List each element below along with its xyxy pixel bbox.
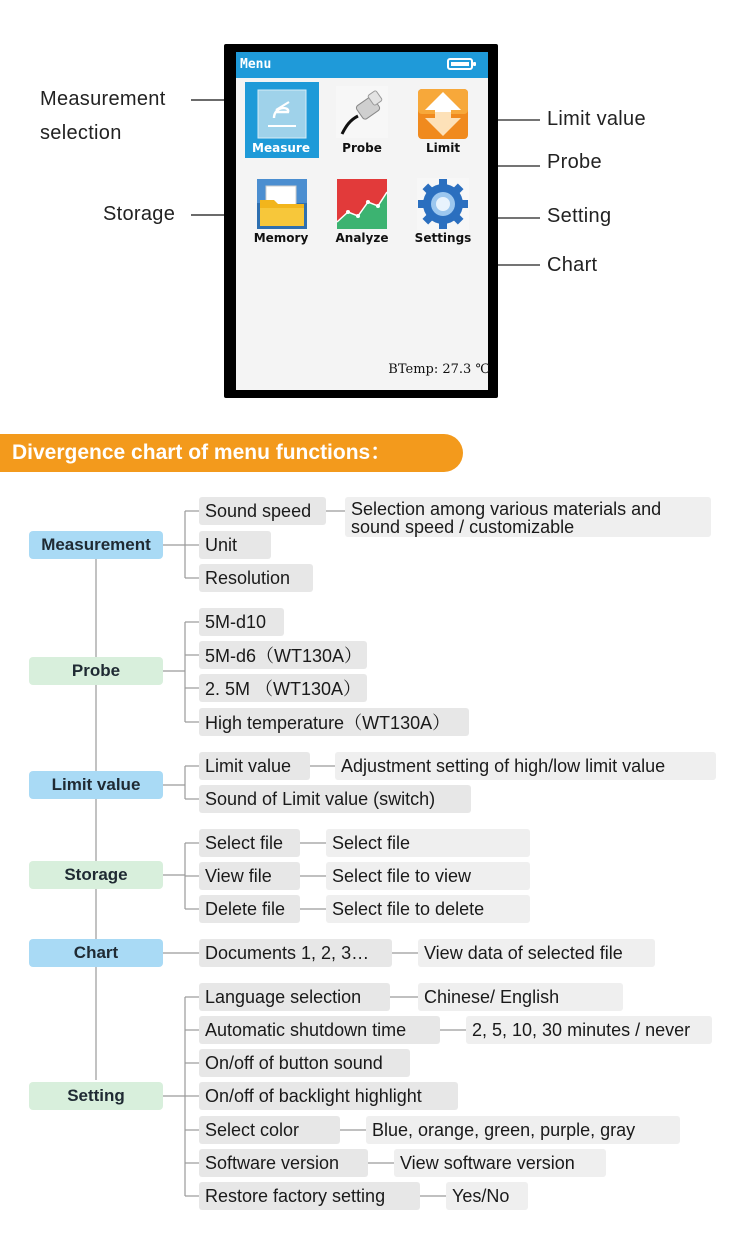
item-unit: Unit [199, 531, 271, 559]
item-select-file: Select file [199, 829, 300, 857]
detail-select-file: Select file [326, 829, 530, 857]
item-software-version: Software version [199, 1149, 368, 1177]
tile-analyze-label: Analyze [335, 231, 389, 245]
item-limit-value: Limit value [199, 752, 310, 780]
probe-icon[interactable] [336, 86, 388, 138]
category-probe: Probe [29, 657, 163, 685]
callout-measurement-line1: Measurement [40, 88, 166, 110]
item-probe-5m-d6: 5M-d6（WT130A） [199, 641, 367, 669]
detail-select-color: Blue, orange, green, purple, gray [366, 1116, 680, 1144]
item-sound-speed: Sound speed [199, 497, 326, 525]
item-select-color: Select color [199, 1116, 340, 1144]
category-chart: Chart [29, 939, 163, 967]
menu-title: Menu [240, 57, 272, 72]
chart-icon[interactable] [336, 178, 388, 230]
callout-limit-value: Limit value [547, 108, 646, 130]
detail-sound-speed-line1: Selection among various materials and [351, 498, 662, 519]
callout-chart: Chart [547, 254, 598, 276]
detail-view-file: Select file to view [326, 862, 530, 890]
tile-settings-label: Settings [414, 231, 472, 245]
item-probe-2-5m: 2. 5M （WT130A） [199, 674, 367, 702]
detail-shutdown: 2, 5, 10, 30 minutes / never [466, 1016, 712, 1044]
tile-measure-label: Measure [252, 141, 310, 155]
item-limit-sound: Sound of Limit value (switch) [199, 785, 471, 813]
item-delete-file: Delete file [199, 895, 300, 923]
item-shutdown-time: Automatic shutdown time [199, 1016, 440, 1044]
item-resolution: Resolution [199, 564, 313, 592]
detail-limit-value: Adjustment setting of high/low limit value [335, 752, 716, 780]
tile-limit-label: Limit [425, 141, 461, 155]
tile-memory-label: Memory [253, 231, 309, 245]
detail-software-version: View software version [394, 1149, 606, 1177]
btemp-status: BTemp: 27.3 ℃ [388, 362, 490, 377]
battery-icon [447, 58, 473, 70]
detail-sound-speed [345, 497, 711, 537]
callout-storage: Storage [103, 203, 176, 225]
item-backlight: On/off of backlight highlight [199, 1082, 458, 1110]
item-view-file: View file [199, 862, 300, 890]
item-restore-factory: Restore factory setting [199, 1182, 420, 1210]
callout-measurement-line2: selection [40, 122, 122, 144]
gear-icon[interactable] [417, 178, 469, 230]
category-setting: Setting [29, 1082, 163, 1110]
detail-sound-speed-line2: sound speed / customizable [351, 516, 575, 537]
detail-restore-factory: Yes/No [446, 1182, 528, 1210]
item-documents: Documents 1, 2, 3… [199, 939, 392, 967]
category-limit-value: Limit value [29, 771, 163, 799]
folder-icon[interactable] [256, 178, 308, 230]
item-button-sound: On/off of button sound [199, 1049, 410, 1077]
category-measurement: Measurement [29, 531, 163, 559]
detail-delete-file: Select file to delete [326, 895, 530, 923]
callout-setting: Setting [547, 205, 612, 227]
measure-icon [256, 88, 308, 140]
category-storage: Storage [29, 861, 163, 889]
item-probe-high-temperature: High temperature（WT130A） [199, 708, 469, 736]
item-language-selection: Language selection [199, 983, 390, 1011]
detail-view-data: View data of selected file [418, 939, 655, 967]
item-probe-5m-d10: 5M-d10 [199, 608, 284, 636]
limit-icon[interactable] [417, 88, 469, 140]
callout-probe: Probe [547, 151, 602, 173]
detail-language: Chinese/ English [418, 983, 623, 1011]
tile-probe-label: Probe [342, 141, 382, 155]
banner-title: Divergence chart of menu functions： [12, 441, 392, 464]
